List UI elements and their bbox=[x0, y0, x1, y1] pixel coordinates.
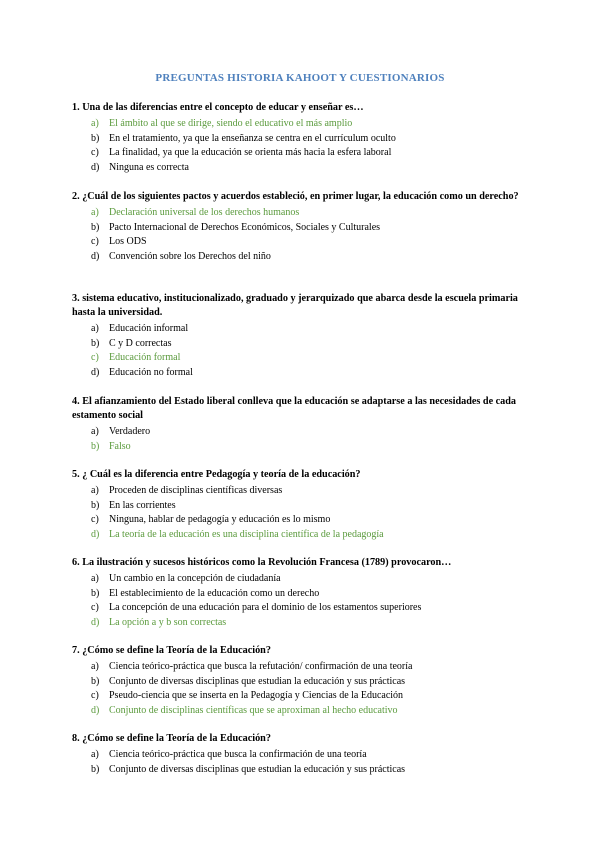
answer-option-correct bbox=[72, 528, 527, 543]
question-6 bbox=[72, 556, 527, 630]
option-text: C y D correctas bbox=[109, 337, 172, 349]
option-text: Proceden de disciplinas científicas diversas bbox=[109, 485, 283, 496]
option-letter: c) bbox=[91, 690, 99, 702]
option-letter: a) bbox=[91, 207, 99, 218]
answer-option bbox=[72, 484, 527, 499]
option-letter: b) bbox=[91, 221, 100, 233]
option-letter: d) bbox=[91, 704, 100, 716]
option-letter: a) bbox=[91, 485, 99, 496]
option-letter: b) bbox=[91, 587, 100, 599]
answer-option-correct bbox=[72, 704, 527, 719]
option-letter: a) bbox=[91, 749, 99, 760]
option-letter: b) bbox=[91, 440, 100, 452]
answer-option bbox=[72, 689, 527, 704]
option-text: El ámbito al que se dirige, siendo el educativo el más amplio bbox=[109, 118, 353, 129]
question-text: 5. ¿ Cuál es la diferencia entre Pedagogía y teoría de la educación? bbox=[72, 469, 361, 480]
answer-option bbox=[72, 499, 527, 514]
option-letter: b) bbox=[91, 132, 100, 144]
option-text: Ciencia teórico-práctica que busca la confirmación de una teoría bbox=[109, 749, 367, 760]
answer-options bbox=[72, 322, 527, 380]
option-text: La teoría de la educación es una disciplina científica de la pedagogía bbox=[109, 528, 384, 540]
answer-option bbox=[72, 675, 527, 690]
question-text: 7. ¿Cómo se define la Teoría de la Educación? bbox=[72, 645, 271, 656]
answer-option-correct bbox=[72, 206, 527, 221]
option-text: Educación formal bbox=[109, 352, 181, 364]
option-letter: a) bbox=[91, 426, 99, 437]
option-text: Un cambio en la concepción de ciudadanía bbox=[109, 573, 281, 584]
answer-options bbox=[72, 572, 527, 630]
answer-option bbox=[72, 601, 527, 616]
question-text: 8. ¿Cómo se define la Teoría de la Educación? bbox=[72, 733, 271, 744]
answer-option-correct bbox=[72, 440, 527, 455]
option-text: El establecimiento de la educación como un derecho bbox=[109, 587, 320, 599]
answer-option-correct bbox=[72, 351, 527, 366]
answer-option bbox=[72, 748, 527, 763]
answer-option bbox=[72, 132, 527, 147]
option-text: Convención sobre los Derechos del niño bbox=[109, 250, 271, 262]
option-letter: c) bbox=[91, 147, 99, 159]
option-text: Conjunto de disciplinas científicas que se aproximan al hecho educativo bbox=[109, 704, 398, 716]
answer-option bbox=[72, 146, 527, 161]
option-letter: c) bbox=[91, 352, 99, 364]
question-text: 6. La ilustración y sucesos históricos como la Revolución Francesa (1789) provocaron… bbox=[72, 557, 452, 568]
option-text: Verdadero bbox=[109, 426, 151, 437]
document-title: PREGUNTAS HISTORIA KAHOOT Y CUESTIONARIOS bbox=[155, 72, 445, 84]
answer-option-correct bbox=[72, 117, 527, 132]
question-2 bbox=[72, 190, 527, 264]
question-3 bbox=[72, 292, 527, 380]
answer-options bbox=[72, 484, 527, 542]
option-letter: b) bbox=[91, 499, 100, 511]
answer-options bbox=[72, 660, 527, 718]
option-letter: c) bbox=[91, 602, 99, 614]
answer-options bbox=[72, 748, 527, 777]
answer-option bbox=[72, 161, 527, 176]
answer-option bbox=[72, 250, 527, 265]
answer-options bbox=[72, 206, 527, 264]
question-5 bbox=[72, 468, 527, 542]
option-text: Los ODS bbox=[109, 236, 147, 248]
question-text: 1. Una de las diferencias entre el concepto de educar y enseñar es… bbox=[72, 102, 364, 113]
option-text: Pacto Internacional de Derechos Económicos, Sociales y Culturales bbox=[109, 221, 381, 233]
option-text: Conjunto de diversas disciplinas que estudian la educación y sus prácticas bbox=[109, 675, 406, 687]
option-letter: b) bbox=[91, 675, 100, 687]
answer-option bbox=[72, 763, 527, 778]
answer-option bbox=[72, 425, 527, 440]
option-letter: a) bbox=[91, 573, 99, 584]
option-text: En las corrientes bbox=[109, 499, 176, 511]
answer-option bbox=[72, 235, 527, 250]
option-text: Conjunto de diversas disciplinas que estudian la educación y sus prácticas bbox=[109, 763, 406, 775]
option-letter: b) bbox=[91, 763, 100, 775]
option-letter: a) bbox=[91, 661, 99, 672]
answer-options bbox=[72, 117, 527, 175]
question-text: 4. El afianzamiento del Estado liberal conlleva que la educación se adaptarse a las necesidades de cada estamento social bbox=[72, 396, 517, 421]
option-letter: a) bbox=[91, 323, 99, 334]
answer-option bbox=[72, 322, 527, 337]
question-text: 3. sistema educativo, institucionalizado, graduado y jerarquizado que abarca desde la escuela primaria hasta la universidad. bbox=[72, 293, 518, 318]
question-text: 2. ¿Cuál de los siguientes pactos y acuerdos estableció, en primer lugar, la educación como un derecho? bbox=[72, 191, 519, 202]
option-text: Pseudo-ciencia que se inserta en la Pedagogía y Ciencias de la Educación bbox=[109, 690, 404, 702]
option-text: Ninguna, hablar de pedagogía y educación es lo mismo bbox=[109, 514, 331, 526]
option-letter: d) bbox=[91, 366, 100, 378]
answer-option bbox=[72, 337, 527, 352]
question-4 bbox=[72, 395, 527, 454]
option-letter: c) bbox=[91, 236, 99, 248]
option-text: La opción a y b son correctas bbox=[109, 616, 227, 628]
option-text: Ciencia teórico-práctica que busca la refutación/ confirmación de una teoría bbox=[109, 661, 413, 672]
answer-option bbox=[72, 587, 527, 602]
option-text: Educación informal bbox=[109, 323, 189, 334]
answer-option bbox=[72, 513, 527, 528]
option-letter: a) bbox=[91, 118, 99, 129]
answer-option bbox=[72, 572, 527, 587]
option-letter: b) bbox=[91, 337, 100, 349]
question-1 bbox=[72, 101, 527, 175]
option-letter: d) bbox=[91, 250, 100, 262]
option-text: Declaración universal de los derechos humanos bbox=[109, 207, 300, 218]
option-letter: d) bbox=[91, 616, 100, 628]
answer-options bbox=[72, 425, 527, 454]
question-7 bbox=[72, 644, 527, 718]
answer-option-correct bbox=[72, 616, 527, 631]
option-text: La finalidad, ya que la educación se orienta más hacia la esfera laboral bbox=[109, 147, 392, 159]
answer-option bbox=[72, 660, 527, 675]
option-text: Ninguna es correcta bbox=[109, 161, 189, 173]
option-letter: d) bbox=[91, 528, 100, 540]
option-letter: d) bbox=[91, 161, 100, 173]
option-text: En el tratamiento, ya que la enseñanza se centra en el currículum oculto bbox=[109, 132, 396, 144]
option-letter: c) bbox=[91, 514, 99, 526]
option-text: Falso bbox=[109, 440, 131, 452]
option-text: La concepción de una educación para el dominio de los estamentos superiores bbox=[109, 602, 422, 614]
answer-option bbox=[72, 221, 527, 236]
question-8 bbox=[72, 732, 527, 777]
answer-option bbox=[72, 366, 527, 381]
option-text: Educación no formal bbox=[109, 366, 193, 378]
